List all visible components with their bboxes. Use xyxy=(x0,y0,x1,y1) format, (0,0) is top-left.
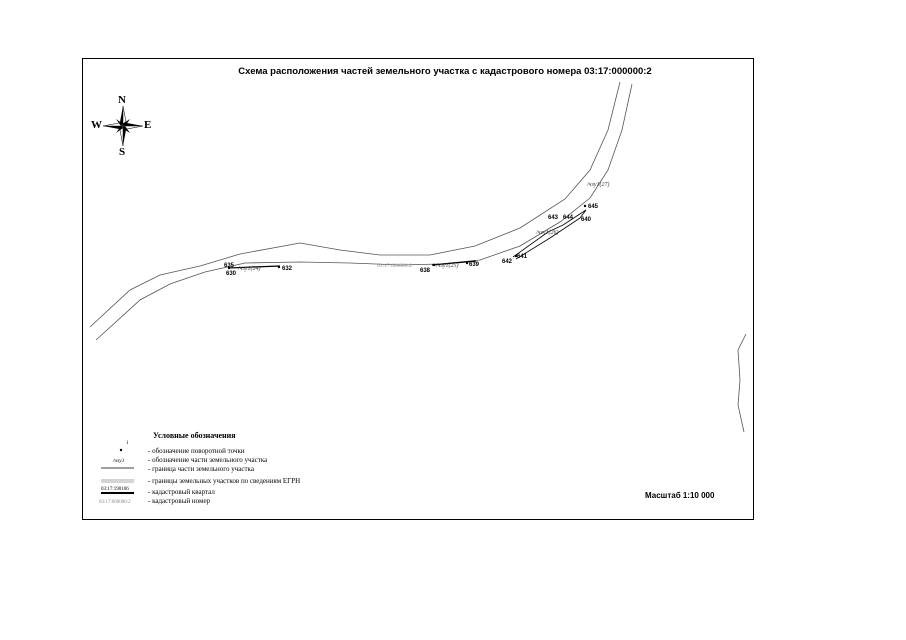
point-label: 641 xyxy=(517,254,528,260)
map-title: Схема расположения частей земельного участка с кадастрового номера 03:17:000000:2 xyxy=(238,66,652,77)
legend-item: - граница части земельного участка xyxy=(148,465,254,473)
map-scale: Масштаб 1:10 000 xyxy=(645,491,715,500)
compass-north-label: N xyxy=(118,94,126,106)
legend-item: - кадастровый квартал xyxy=(148,488,215,496)
compass-south-label: S xyxy=(119,146,126,158)
point-label: 632 xyxy=(282,266,293,272)
legend-item: - границы земельных участков по сведениям ЕГРН xyxy=(148,477,301,485)
compass-west-label: W xyxy=(91,119,102,131)
legend-point-number: 1 xyxy=(126,441,129,446)
part-label: /чзу1(25) xyxy=(436,263,459,269)
road-boundary-upper xyxy=(90,82,620,327)
turning-point xyxy=(466,262,468,264)
point-label: 638 xyxy=(420,268,431,274)
point-label: 642 xyxy=(502,259,513,265)
point-label: 645 xyxy=(588,204,599,210)
turning-point xyxy=(278,266,280,268)
point-label: 644 xyxy=(563,215,574,221)
legend-quarter-sample: 03:17:190106 xyxy=(101,487,129,492)
point-label: 643 xyxy=(548,215,559,221)
legend-item: - кадастровый номер xyxy=(148,497,211,505)
legend-part-sample: /чзу1 xyxy=(113,458,125,464)
point-label: 640 xyxy=(581,217,592,223)
parcel-label: 03:17:000000:2 xyxy=(377,263,412,269)
point-label: 635 xyxy=(224,263,235,269)
compass-east-label: E xyxy=(144,119,152,131)
legend-cadnum-sample: 03:17:000000:2 xyxy=(99,500,131,505)
adjacent-boundary xyxy=(738,334,746,432)
turning-point xyxy=(584,205,586,207)
turning-point xyxy=(433,264,435,266)
point-label: 630 xyxy=(226,271,237,277)
part-label: /чзу1(26) xyxy=(536,230,559,236)
legend-point-sample-icon xyxy=(120,449,122,451)
road-boundary-lower xyxy=(96,84,632,340)
point-label: 639 xyxy=(469,262,480,268)
legend-title: Условные обозначения xyxy=(153,431,236,440)
part-label: /чзу1(27) xyxy=(587,182,610,188)
legend-item: - обозначение части земельного участка xyxy=(148,456,268,464)
compass-rose-icon xyxy=(103,106,143,146)
part-label: /чзу1(24) xyxy=(238,266,261,272)
legend-item: - обозначение поворотной точки xyxy=(148,447,245,455)
